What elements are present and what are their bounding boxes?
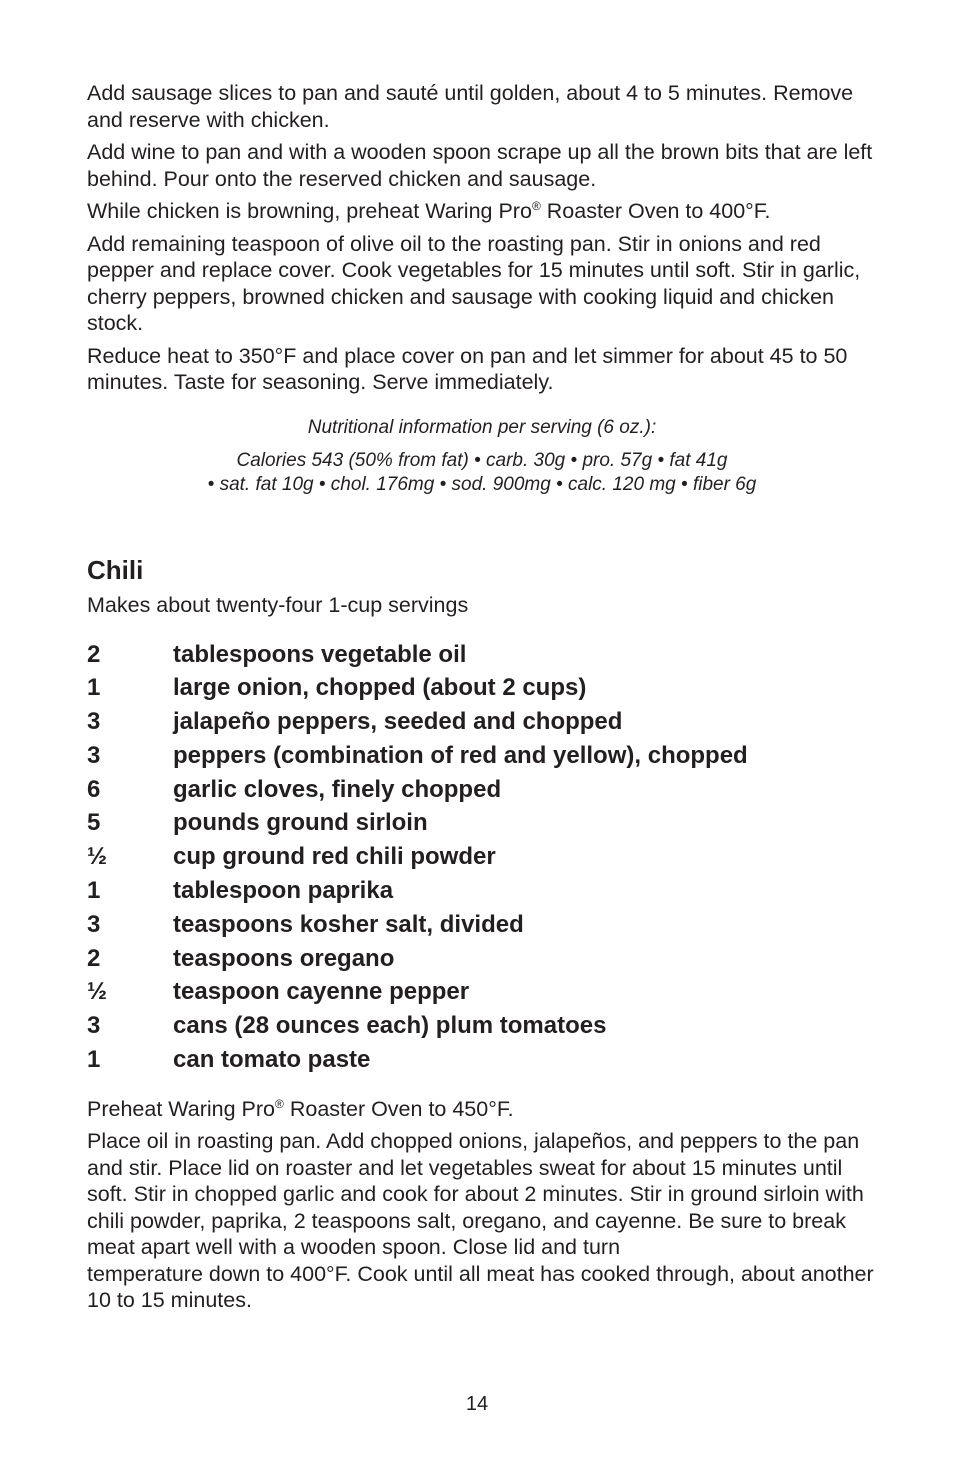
ingredient-row — [87, 739, 877, 773]
ingredient-description: garlic cloves, finely chopped — [173, 775, 502, 803]
instruction-text: Place oil in roasting pan. Add chopped onions, jalapeños, and peppers to the pan and stir. Place lid on roaster and let vegetables sweat for about 15 minutes until soft. Stir in chopped garlic and cook for about 2 minutes. Stir in ground sirloin with chili powder, paprika, 2 teaspoons salt, oregano, and cayenne. Be sure to break meat apart well with a wooden spoon. Close lid and turn — [87, 1129, 864, 1260]
instruction-text: Preheat Waring Pro — [87, 1096, 276, 1121]
ingredient-quantity: 3 — [87, 910, 101, 938]
ingredient-quantity: 6 — [87, 775, 101, 803]
ingredient-row — [87, 874, 877, 908]
nutrition-heading: Nutritional information per serving (6 oz.): — [307, 416, 657, 438]
ingredient-description: tablespoons vegetable oil — [173, 640, 467, 668]
instruction-paragraph — [87, 1128, 877, 1314]
instruction-paragraph: Add remaining teaspoon of olive oil to the roasting pan. Stir in onions and red pepper and replace cover. Cook vegetables for 15 minutes until soft. Stir in garlic, cherry peppers, browned chicken and sausage with cooking liquid and chicken stock. — [87, 231, 861, 335]
recipe-yield: Makes about twenty-four 1-cup servings — [87, 592, 469, 617]
ingredient-quantity: 5 — [87, 809, 101, 837]
ingredient-quantity: 1 — [87, 877, 101, 905]
instruction-paragraph — [87, 1096, 877, 1123]
ingredient-description: teaspoons oregano — [173, 944, 395, 972]
ingredient-row — [87, 773, 877, 807]
instruction-paragraph: Add wine to pan and with a wooden spoon scrape up all the brown bits that are left behind. Pour onto the reserved chicken and sausage. — [87, 140, 873, 191]
ingredient-row — [87, 975, 877, 1009]
registered-mark: ® — [531, 199, 541, 213]
page-number: 14 — [465, 1393, 489, 1415]
ingredient-quantity: ½ — [87, 843, 108, 871]
instruction-paragraph — [87, 198, 877, 225]
ingredient-row — [87, 1043, 877, 1077]
ingredient-quantity: 1 — [87, 674, 101, 702]
instruction-text: temperature down to 400°F. Cook until all meat has cooked through, about another 10 to 15 minutes. — [87, 1261, 874, 1313]
nutrition-line: • sat. fat 10g • chol. 176mg • sod. 900mg • calc. 120 mg • fiber 6g — [207, 473, 757, 495]
ingredient-description: tablespoon paprika — [173, 877, 394, 905]
recipe-title: Chili — [87, 554, 144, 585]
ingredient-row — [87, 638, 877, 672]
ingredient-description: teaspoons kosher salt, divided — [173, 910, 524, 938]
instruction-text: Roaster Oven to 400°F. — [540, 199, 771, 223]
instruction-text: While chicken is browning, preheat Waring Pro — [87, 199, 532, 223]
instruction-paragraph: Add sausage slices to pan and sauté until golden, about 4 to 5 minutes. Remove and reserve with chicken. — [87, 81, 854, 132]
instruction-text: Roaster Oven to 450°F. — [283, 1096, 514, 1121]
nutrition-line: Calories 543 (50% from fat) • carb. 30g • pro. 57g • fat 41g — [236, 449, 728, 471]
ingredient-description: large onion, chopped (about 2 cups) — [173, 674, 587, 702]
registered-mark: ® — [275, 1096, 284, 1111]
ingredient-description: teaspoon cayenne pepper — [173, 978, 470, 1006]
ingredient-description: jalapeño peppers, seeded and chopped — [173, 708, 623, 736]
ingredient-description: cans (28 ounces each) plum tomatoes — [173, 1012, 607, 1040]
ingredient-description: pounds ground sirloin — [173, 809, 428, 837]
ingredient-row — [87, 1009, 877, 1043]
ingredient-row — [87, 908, 877, 942]
instruction-paragraph: Reduce heat to 350°F and place cover on pan and let simmer for about 45 to 50 minutes. Taste for seasoning. Serve immediately. — [87, 343, 848, 394]
ingredient-row — [87, 942, 877, 976]
ingredient-quantity: ½ — [87, 978, 108, 1006]
ingredient-row — [87, 840, 877, 874]
ingredient-quantity: 3 — [87, 741, 101, 769]
ingredient-row — [87, 671, 877, 705]
ingredient-quantity: 3 — [87, 1012, 101, 1040]
ingredient-quantity: 1 — [87, 1046, 101, 1074]
ingredient-quantity: 2 — [87, 640, 101, 668]
recipe-page — [87, 80, 877, 1314]
ingredient-description: peppers (combination of red and yellow), chopped — [173, 741, 748, 769]
ingredient-row — [87, 806, 877, 840]
ingredient-description: can tomato paste — [173, 1046, 371, 1074]
ingredient-row — [87, 705, 877, 739]
ingredient-quantity: 2 — [87, 944, 101, 972]
ingredient-quantity: 3 — [87, 708, 101, 736]
ingredient-description: cup ground red chili powder — [173, 843, 496, 871]
ingredient-list — [87, 638, 877, 1077]
